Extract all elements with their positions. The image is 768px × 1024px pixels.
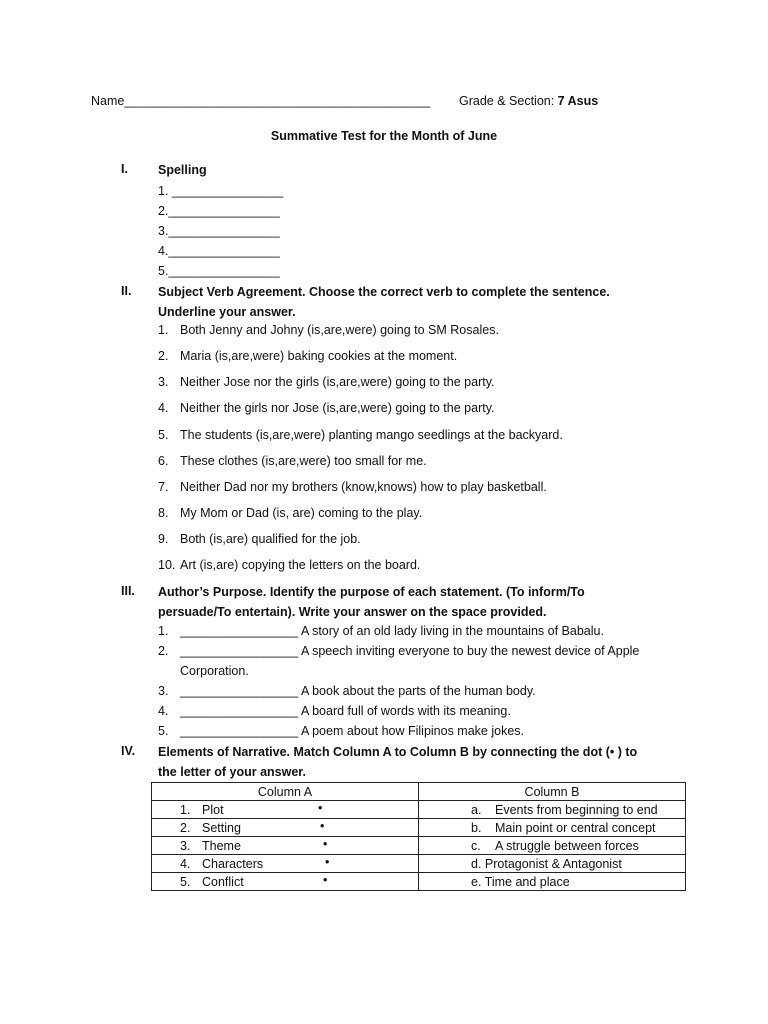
- item-text: My Mom or Dad (is, are) coming to the play.: [180, 506, 423, 520]
- spelling-item: 4.________________: [158, 244, 280, 258]
- element-term: Setting: [202, 820, 241, 835]
- element-definition: Events from beginning to end: [495, 802, 658, 817]
- element-term: Theme: [202, 838, 241, 853]
- column-b-cell: [419, 801, 686, 819]
- column-a-cell: [152, 855, 419, 873]
- sva-item: [158, 375, 495, 389]
- table-row: [152, 837, 686, 855]
- document-title: Summative Test for the Month of June: [270, 129, 498, 143]
- header-row: [91, 94, 611, 112]
- item-text: Neither the girls nor Jose (is,are,were) going to the party.: [180, 401, 495, 415]
- spelling-item: 5.________________: [158, 264, 280, 278]
- column-b-cell: [419, 873, 686, 891]
- section-4-heading: Elements of Narrative. Match Column A to Column B by connecting the dot (• ) to the letter of your answer.: [158, 745, 638, 779]
- purpose-item: [158, 704, 511, 718]
- column-a-cell: [152, 801, 419, 819]
- item-number: 4.: [158, 401, 169, 415]
- item-text: Neither Jose nor the girls (is,are,were) going to the party.: [180, 375, 495, 389]
- connect-dot[interactable]: •: [323, 873, 328, 887]
- element-definition: e. Time and place: [471, 874, 570, 889]
- item-text: Both (is,are) qualified for the job.: [180, 532, 361, 546]
- purpose-item: [158, 624, 604, 638]
- item-letter: c.: [471, 838, 481, 853]
- item-number: 1.: [158, 323, 169, 337]
- item-number: 1.: [180, 802, 191, 817]
- column-a-cell: [152, 819, 419, 837]
- purpose-item: [158, 684, 536, 698]
- sva-item: [158, 532, 361, 546]
- sva-item: [158, 323, 499, 337]
- item-text: _________________ A book about the parts of the human body.: [180, 684, 536, 698]
- sva-item: [158, 558, 420, 572]
- item-number: 7.: [158, 480, 169, 494]
- grade-value: 7 Asus: [557, 94, 599, 108]
- item-number: 10.: [158, 558, 176, 572]
- purpose-item: [158, 644, 639, 658]
- item-letter: b.: [471, 820, 482, 835]
- sva-item: [158, 401, 495, 415]
- section-2-heading: Subject Verb Agreement. Choose the correct verb to complete the sentence. Underline your answer.: [158, 285, 610, 319]
- section-1-heading: Spelling: [158, 163, 207, 177]
- matching-table: [151, 782, 686, 891]
- table-row: [152, 819, 686, 837]
- table-row: [152, 873, 686, 891]
- sva-item: [158, 454, 427, 468]
- item-number: 3.: [158, 684, 169, 698]
- element-definition: A struggle between forces: [495, 838, 639, 853]
- item-text: Art (is,are) copying the letters on the board.: [180, 558, 421, 572]
- spelling-item: 1. ________________: [158, 184, 284, 198]
- item-text: These clothes (is,are,were) too small for me.: [180, 454, 427, 468]
- item-text: Maria (is,are,were) baking cookies at the moment.: [180, 349, 458, 363]
- item-text: Both Jenny and Johny (is,are,were) going to SM Rosales.: [180, 323, 499, 337]
- item-number: 6.: [158, 454, 169, 468]
- section-3-number: III.: [121, 584, 135, 598]
- item-text: _________________ A speech inviting everyone to buy the newest device of Apple: [180, 644, 640, 658]
- column-a-header: Column A: [152, 783, 419, 801]
- grade-label: Grade & Section:: [459, 94, 558, 108]
- item-text: _________________ A story of an old lady living in the mountains of Babalu.: [180, 624, 604, 638]
- section-4-number: IV.: [121, 744, 136, 758]
- connect-dot[interactable]: •: [325, 855, 330, 869]
- section-1-number: I.: [121, 162, 128, 176]
- purpose-item-continued: [158, 664, 249, 678]
- element-definition: d. Protagonist & Antagonist: [471, 856, 622, 871]
- item-text: Corporation.: [180, 664, 249, 678]
- item-number: 5.: [158, 428, 169, 442]
- column-b-cell: [419, 855, 686, 873]
- spelling-item: 3.________________: [158, 224, 280, 238]
- item-number: 4.: [158, 704, 169, 718]
- grade-section-field: [459, 94, 598, 108]
- item-number: 2.: [158, 644, 169, 658]
- item-number: 5.: [158, 724, 169, 738]
- item-number: 3.: [180, 838, 191, 853]
- sva-item: [158, 349, 457, 363]
- connect-dot[interactable]: •: [323, 837, 328, 851]
- item-number: 2.: [158, 349, 169, 363]
- item-number: 9.: [158, 532, 169, 546]
- name-field: Name____________________________________________: [91, 94, 431, 108]
- item-number: 4.: [180, 856, 191, 871]
- connect-dot[interactable]: •: [318, 801, 323, 815]
- element-definition: Main point or central concept: [495, 820, 656, 835]
- column-a-cell: [152, 837, 419, 855]
- item-text: _________________ A poem about how Filipinos make jokes.: [180, 724, 525, 738]
- element-term: Conflict: [202, 874, 244, 889]
- element-term: Plot: [202, 802, 224, 817]
- column-b-cell: [419, 819, 686, 837]
- item-number: 2.: [180, 820, 191, 835]
- section-2-number: II.: [121, 284, 132, 298]
- purpose-item: [158, 724, 524, 738]
- item-text: The students (is,are,were) planting mango seedlings at the backyard.: [180, 428, 563, 442]
- item-text: _________________ A board full of words with its meaning.: [180, 704, 511, 718]
- item-number: 5.: [180, 874, 191, 889]
- sva-item: [158, 480, 547, 494]
- sva-item: [158, 506, 422, 520]
- item-letter: a.: [471, 802, 482, 817]
- element-term: Characters: [202, 856, 264, 871]
- column-b-header: Column B: [419, 783, 686, 801]
- item-number: 8.: [158, 506, 169, 520]
- table-header-row: [152, 783, 686, 801]
- item-number: 1.: [158, 624, 169, 638]
- table-row: [152, 855, 686, 873]
- spelling-item: 2.________________: [158, 204, 280, 218]
- column-b-cell: [419, 837, 686, 855]
- table-row: [152, 801, 686, 819]
- item-text: Neither Dad nor my brothers (know,knows) how to play basketball.: [180, 480, 547, 494]
- sva-item: [158, 428, 563, 442]
- section-3-heading: Author’s Purpose. Identify the purpose of each statement. (To inform/To persuade/To entertain). Write your answer on the space provided.: [158, 585, 585, 619]
- item-number: 3.: [158, 375, 169, 389]
- column-a-cell: [152, 873, 419, 891]
- connect-dot[interactable]: •: [320, 819, 325, 833]
